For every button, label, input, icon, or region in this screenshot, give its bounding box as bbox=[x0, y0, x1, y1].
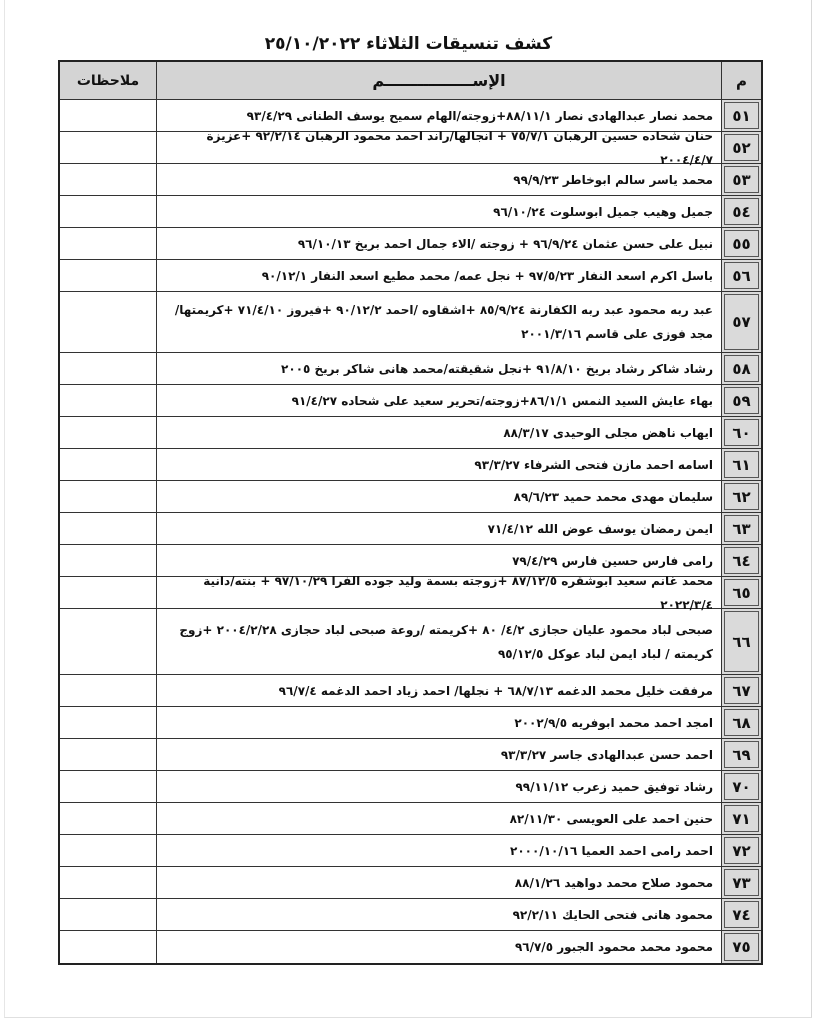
table-row bbox=[60, 196, 761, 228]
table-row bbox=[60, 899, 761, 931]
row-notes bbox=[60, 164, 156, 195]
row-name: ايمن رمضان يوسف عوض الله ٧١/٤/١٢ bbox=[156, 513, 721, 544]
table-row bbox=[60, 292, 761, 353]
table-row bbox=[60, 353, 761, 385]
row-number: ٦١ bbox=[721, 449, 761, 480]
page-title: كشف تنسيقات الثلاثاء ٢٥/١٠/٢٠٢٢ bbox=[264, 34, 553, 54]
row-name: ايهاب ناهض مجلى الوحيدى ٨٨/٣/١٧ bbox=[156, 417, 721, 448]
row-name: محمد غانم سعيد ابوشقره ٨٧/١٢/٥ +زوجته بسمة وليد جوده الفرا ٩٧/١٠/٢٩ + بنته/دانية ٢٠٢٢/٣/٤ bbox=[156, 577, 721, 608]
row-notes bbox=[60, 481, 156, 512]
row-notes bbox=[60, 417, 156, 448]
row-name: رشاد شاكر رشاد بريخ ٩١/٨/١٠ +نجل شقيقته/محمد هانى شاكر بريخ ٢٠٠٥ bbox=[156, 353, 721, 384]
row-number: ٧٠ bbox=[721, 771, 761, 802]
row-number: ٧١ bbox=[721, 803, 761, 834]
table-row bbox=[60, 228, 761, 260]
row-name: احمد رامى احمد العميا ٢٠٠٠/١٠/١٦ bbox=[156, 835, 721, 866]
row-notes bbox=[60, 132, 156, 163]
row-number: ٧٢ bbox=[721, 835, 761, 866]
row-name: صبحى لباد محمود عليان حجازى ٤/٢/ ٨٠ +كريمته /روعة صبحى لباد حجازى ٢٠٠٤/٢/٢٨ +زوج كريمته / لباد ايمن لباد عوكل ٩٥/١٢/٥ bbox=[156, 609, 721, 674]
row-notes bbox=[60, 577, 156, 608]
row-number: ٦٦ bbox=[721, 609, 761, 674]
row-number: ٥٤ bbox=[721, 196, 761, 227]
row-notes bbox=[60, 867, 156, 898]
row-name: محمود صلاح محمد دواهيد ٨٨/١/٢٦ bbox=[156, 867, 721, 898]
row-notes bbox=[60, 449, 156, 480]
row-notes bbox=[60, 353, 156, 384]
table-row bbox=[60, 513, 761, 545]
row-name: عبد ربه محمود عبد ربه الكفارنة ٨٥/٩/٢٤ +اشقاوه /احمد ٩٠/١٢/٢ +فيروز ٧١/٤/١٠ +كريمتها/مجد فوزى على قاسم ٢٠٠١/٣/١٦ bbox=[156, 292, 721, 352]
header-notes: ملاحظات bbox=[60, 62, 156, 99]
row-number: ٦٩ bbox=[721, 739, 761, 770]
row-number: ٥١ bbox=[721, 100, 761, 131]
row-name: امجد احمد محمد ابوفريه ٢٠٠٢/٩/٥ bbox=[156, 707, 721, 738]
row-name: مرفقت خليل محمد الدغمه ٦٨/٧/١٣ + نجلها/ احمد زياد احمد الدغمه ٩٦/٧/٤ bbox=[156, 675, 721, 706]
table-row bbox=[60, 675, 761, 707]
row-name: حنين احمد على العويسى ٨٢/١١/٣٠ bbox=[156, 803, 721, 834]
row-notes bbox=[60, 196, 156, 227]
row-number: ٦٤ bbox=[721, 545, 761, 576]
table-row bbox=[60, 739, 761, 771]
table-row bbox=[60, 771, 761, 803]
row-number: ٦٠ bbox=[721, 417, 761, 448]
row-name: حنان شحاده حسين الرهبان ٧٥/٧/١ + انجالها/راند احمد محمود الرهبان ٩٢/٢/١٤ +عزيزة ٢٠٠٤/٤/٧ bbox=[156, 132, 721, 163]
table-row bbox=[60, 128, 761, 167]
header-number: م bbox=[721, 62, 761, 99]
table-row bbox=[60, 417, 761, 449]
table-row bbox=[60, 609, 761, 675]
row-number: ٥٢ bbox=[721, 132, 761, 163]
row-number: ٦٧ bbox=[721, 675, 761, 706]
row-notes bbox=[60, 100, 156, 131]
row-number: ٦٣ bbox=[721, 513, 761, 544]
row-notes bbox=[60, 931, 156, 963]
table-row bbox=[60, 835, 761, 867]
row-notes bbox=[60, 260, 156, 291]
table-row bbox=[60, 385, 761, 417]
row-number: ٥٨ bbox=[721, 353, 761, 384]
row-name: رشاد توفيق حميد زعرب ٩٩/١١/١٢ bbox=[156, 771, 721, 802]
table-row bbox=[60, 481, 761, 513]
row-notes bbox=[60, 675, 156, 706]
table-row bbox=[60, 707, 761, 739]
row-notes bbox=[60, 899, 156, 930]
row-number: ٧٤ bbox=[721, 899, 761, 930]
table-header-row bbox=[60, 62, 761, 100]
row-name: محمد نصار عبدالهادى نصار ٨٨/١١/١+زوجته/الهام سميح يوسف الطنانى ٩٣/٤/٢٩ bbox=[156, 100, 721, 131]
coordination-table bbox=[58, 60, 763, 965]
table-row bbox=[60, 867, 761, 899]
table-row bbox=[60, 164, 761, 196]
table-row bbox=[60, 573, 761, 612]
row-number: ٥٧ bbox=[721, 292, 761, 352]
row-number: ٥٦ bbox=[721, 260, 761, 291]
row-number: ٦٥ bbox=[721, 577, 761, 608]
row-number: ٧٥ bbox=[721, 931, 761, 963]
row-notes bbox=[60, 771, 156, 802]
row-number: ٦٨ bbox=[721, 707, 761, 738]
row-notes bbox=[60, 292, 156, 352]
row-notes bbox=[60, 513, 156, 544]
row-name: بهاء عايش السيد النمس ٨٦/١/١+زوجته/تحرير سعيد على شحاده ٩١/٤/٢٧ bbox=[156, 385, 721, 416]
row-notes bbox=[60, 609, 156, 674]
row-notes bbox=[60, 385, 156, 416]
row-number: ٧٣ bbox=[721, 867, 761, 898]
row-name: احمد حسن عبدالهادى جاسر ٩٣/٣/٢٧ bbox=[156, 739, 721, 770]
row-name: رامى فارس حسين فارس ٧٩/٤/٢٩ bbox=[156, 545, 721, 576]
row-name: باسل اكرم اسعد النفار ٩٧/٥/٢٣ + نجل عمه/ محمد مطيع اسعد النفار ٩٠/١٢/١ bbox=[156, 260, 721, 291]
row-notes bbox=[60, 707, 156, 738]
row-name: اسامه احمد مازن فتحى الشرفاء ٩٣/٣/٢٧ bbox=[156, 449, 721, 480]
row-number: ٥٣ bbox=[721, 164, 761, 195]
row-notes bbox=[60, 739, 156, 770]
table-row bbox=[60, 449, 761, 481]
table-row bbox=[60, 931, 761, 963]
table-row bbox=[60, 803, 761, 835]
table-row bbox=[60, 260, 761, 292]
row-notes bbox=[60, 803, 156, 834]
row-notes bbox=[60, 545, 156, 576]
row-number: ٥٩ bbox=[721, 385, 761, 416]
row-name: سليمان مهدى محمد حميد ٨٩/٦/٢٣ bbox=[156, 481, 721, 512]
row-name: نبيل على حسن عثمان ٩٦/٩/٢٤ + زوجته /الاء جمال احمد بريخ ٩٦/١٠/١٣ bbox=[156, 228, 721, 259]
row-notes bbox=[60, 228, 156, 259]
row-name: جميل وهيب جميل ابوسلوت ٩٦/١٠/٢٤ bbox=[156, 196, 721, 227]
row-number: ٥٥ bbox=[721, 228, 761, 259]
row-number: ٦٢ bbox=[721, 481, 761, 512]
header-name: الإســــــــــــــــم bbox=[156, 62, 721, 99]
row-name: محمد ياسر سالم ابوخاطر ٩٩/٩/٢٣ bbox=[156, 164, 721, 195]
row-name: محمود هانى فتحى الحايك ٩٢/٢/١١ bbox=[156, 899, 721, 930]
row-name: محمود محمد محمود الجبور ٩٦/٧/٥ bbox=[156, 931, 721, 963]
row-notes bbox=[60, 835, 156, 866]
